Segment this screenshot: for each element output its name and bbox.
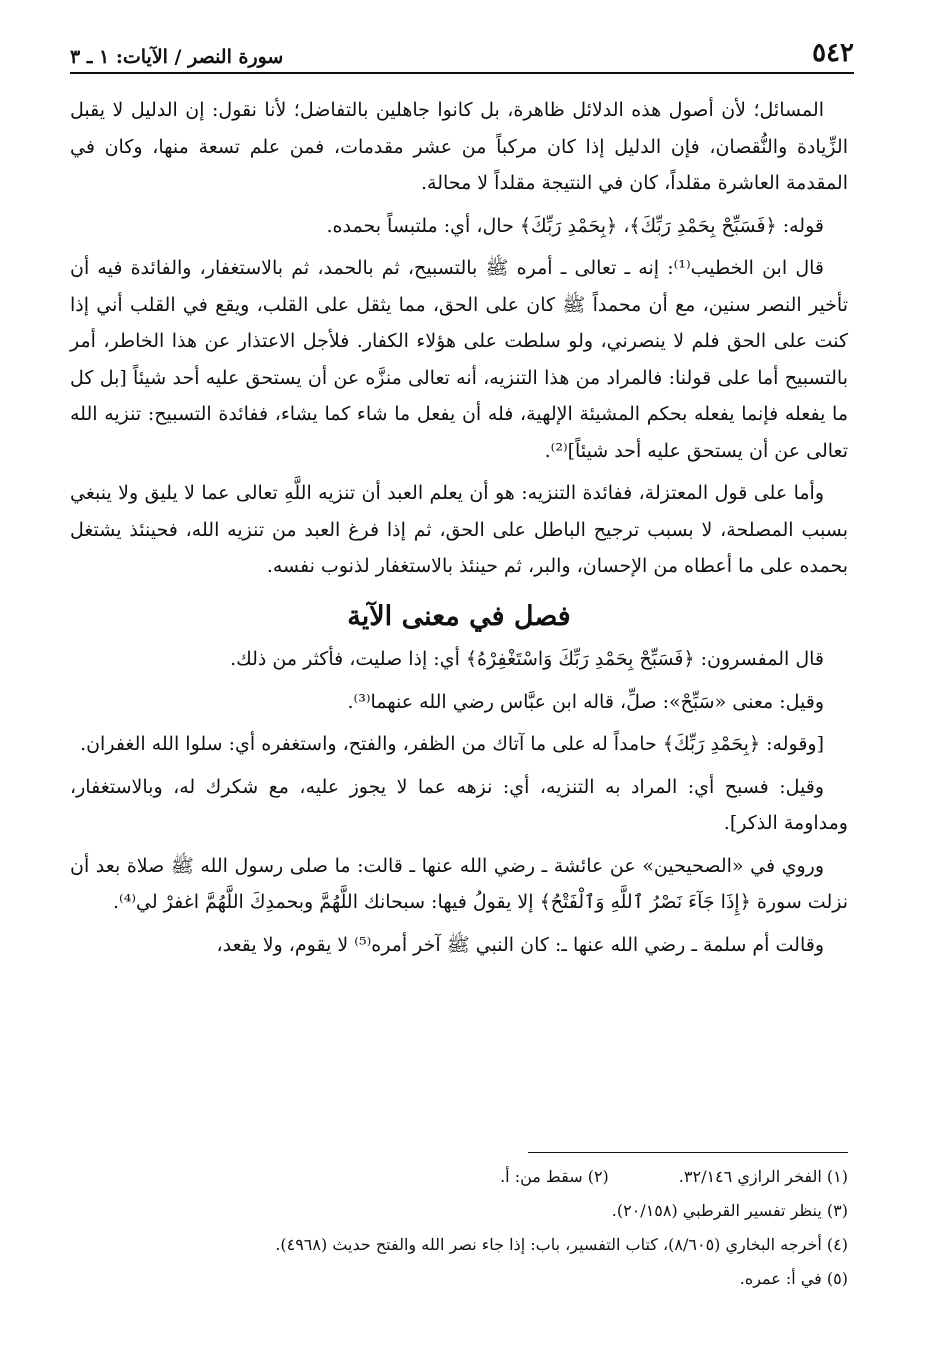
paragraph: قوله: ﴿فَسَبِّحْ بِحَمْدِ رَبِّكَ﴾، ﴿بِحَمْدِ رَبِّكَ﴾ حال، أي: ملتبساً بحمده. xyxy=(326,214,824,237)
paragraph: قال ابن الخطيب⁽¹⁾: إنه ـ تعالى ـ أمره ﷺ بالتسبيح، ثم بالحمد، ثم بالاستغفار، والفائدة فيه أن تأخير النصر سنين، مع أن محمداً ﷺ كان على الحق، مما يثقل على القلب، ويقع في القلب أني إذا كنت على الحق فلم لا ينصرني، ولو سلطت على هؤلاء الكفار. فلأجل الاعتذار عن هذا الخاطر، أمر بالتسبيح أما على قولنا: فالمراد من هذا التنزيه، أنه تعالى منزَّه عن أن يستحق عليه أحد شيئاً [بل كل ما يفعله فإنما يفعله بحكم المشيئة الإلهية، فله أن يفعل ما شاء كما يشاء، ففائدة التسبيح: تنزيه الله تعالى عن أن يستحق عليه أحد شيئاً]⁽²⁾. xyxy=(70,257,848,462)
footnote-2: (٢) سقط من: أ. xyxy=(500,1167,609,1186)
paragraph: قال المفسرون: ﴿فَسَبِّحْ بِحَمْدِ رَبِّكَ وَاسْتَغْفِرْهُ﴾ أي: إذا صليت، فأكثر من ذلك. xyxy=(230,648,824,670)
main-text xyxy=(70,92,848,969)
footnote-3: (٣) ينظر تفسير القرطبي (٢٠/١٥٨). xyxy=(611,1201,848,1220)
section-heading: فصل في معنى الآية xyxy=(347,600,571,632)
page-header xyxy=(70,28,854,74)
footnote-divider xyxy=(528,1152,848,1153)
paragraph: وروي في «الصحيحين» عن عائشة ـ رضي الله عنها ـ قالت: ما صلى رسول الله ﷺ صلاة بعد أن نزلت سورة ﴿إِذَا جَآءَ نَصْرُ ٱللَّهِ وَٱلْفَتْحُ﴾ إلا يقولُ فيها: سبحانك اللَّهُمَّ وبحمدِكَ اللَّهُمَّ اغفرْ لي⁽⁴⁾. xyxy=(70,854,848,913)
paragraph: المسائل؛ لأن أصول هذه الدلائل ظاهرة، بل كانوا جاهلين بالتفاضل؛ لأنا نقول: إن الدليل لا يقبل الزِّيادة والنُّقصان، فإن الدليل إذا كان مركباً من عشر مقدمات، فمن علم تسعة منها، وكان في المقدمة العاشرة مقلداً، كان في النتيجة مقلداً لا محالة. xyxy=(70,99,848,194)
footnote-5: (٥) في أ: عمره. xyxy=(739,1269,848,1288)
running-title: سورة النصر / الآيات: ١ ـ ٣ xyxy=(70,46,284,68)
footnote-row xyxy=(70,1160,848,1194)
paragraph: [وقوله: ﴿بِحَمْدِ رَبِّكَ﴾ حامداً له على ما آتاك من الظفر، والفتح، واستغفره أي: سلوا الله الغفران. xyxy=(80,733,824,755)
footnote-4: (٤) أخرجه البخاري (٨/٦٠٥)، كتاب التفسير، باب: إذا جاء نصر الله والفتح حديث (٤٩٦٨). xyxy=(275,1235,848,1254)
footnotes xyxy=(70,1160,848,1296)
paragraph: وقالت أم سلمة ـ رضي الله عنها ـ: كان النبي ﷺ آخر أمره⁽⁵⁾ لا يقوم، ولا يقعد، xyxy=(216,933,824,956)
paragraph: وأما على قول المعتزلة، ففائدة التنزيه: هو أن يعلم العبد أن تنزيه اللَّهِ تعالى عما لا يليق ولا ينبغي بسبب المصلحة، لا بسبب ترجيح الباطل على الحق، ثم إذا فرغ العبد من تنزيه الله، فحينئذ يشتغل بحمده على ما أعطاه من الإحسان، والبر، ثم حينئذ بالاستغفار لذنوب نفسه. xyxy=(70,482,848,577)
page-number: ٥٤٢ xyxy=(812,38,854,68)
footnote-1: (١) الفخر الرازي ٣٢/١٤٦. xyxy=(678,1167,848,1186)
paragraph: وقيل: فسبح أي: المراد به التنزيه، أي: نزهه عما لا يجوز عليه، مع شكرك له، وبالاستغفار، ومداومة الذكر]. xyxy=(70,775,848,834)
paragraph: وقيل: معنى «سَبِّحْ»: صلِّ، قاله ابن عبَّاس رضي الله عنهما⁽³⁾. xyxy=(347,690,824,713)
